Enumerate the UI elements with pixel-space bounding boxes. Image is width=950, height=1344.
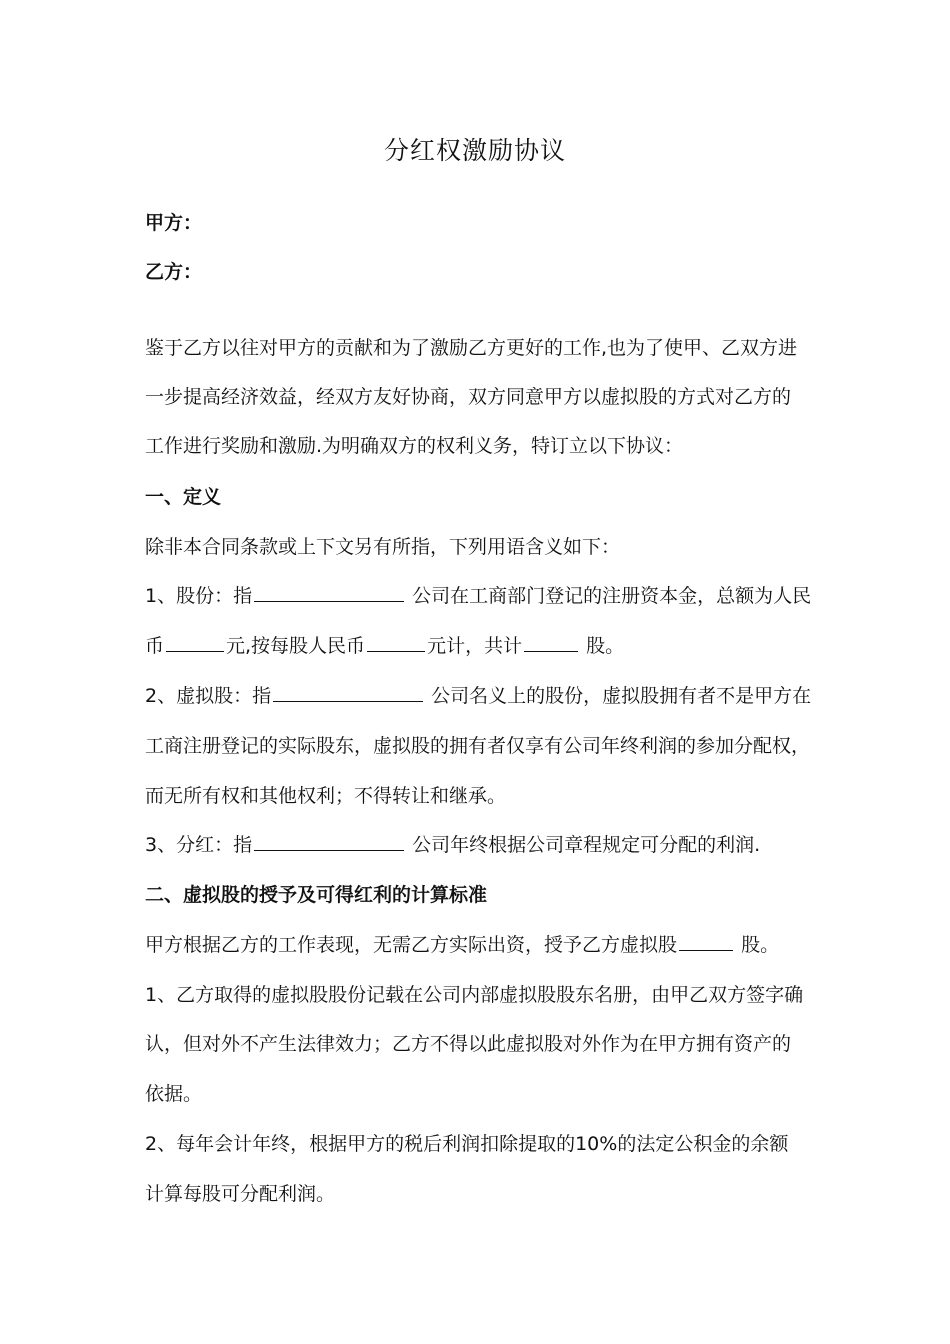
def-dividend-text-a: 3、分红：指 xyxy=(145,834,253,856)
def-virtual-text-a: 2、虚拟股：指 xyxy=(145,685,272,707)
def-virtual-text-b: 公司名义上的股份，虚拟股拥有者不是甲方在 xyxy=(431,685,812,707)
clause1-line-3: 依据。 xyxy=(145,1083,203,1105)
party-a-label: 甲方： xyxy=(145,212,203,234)
def-dividend-text-b: 公司年终根据公司章程规定可分配的利润. xyxy=(412,834,761,856)
per-share-price-blank xyxy=(367,633,425,652)
share-count-blank xyxy=(524,633,578,652)
capital-amount-blank xyxy=(166,633,224,652)
def-shares-line-2 xyxy=(145,633,815,659)
def-shares-text-d: 元,按每股人民币 xyxy=(226,635,366,657)
clause1-line-1: 1、乙方取得的虚拟股股份记载在公司内部虚拟股股东名册，由甲乙双方签字确 xyxy=(145,984,804,1006)
def-virtual-line-2: 工商注册登记的实际股东，虚拟股的拥有者仅享有公司年终利润的参加分配权， xyxy=(145,735,811,757)
def-shares-text-b: 公司在工商部门登记的注册资本金，总额为人民 xyxy=(412,585,812,607)
def-shares-text-e: 元计，共计 xyxy=(427,635,523,657)
clause2-line-2: 计算每股可分配利润。 xyxy=(145,1183,336,1205)
def-dividend-line xyxy=(145,832,815,858)
section1-lead: 除非本合同条款或上下文另有所指，下列用语含义如下： xyxy=(145,536,621,558)
def-shares-text-f: 股。 xyxy=(586,635,625,657)
def-shares-text-c: 币 xyxy=(145,635,165,657)
company-name-blank xyxy=(254,583,404,602)
clause2-line-1: 2、每年会计年终，根据甲方的税后利润扣除提取的10%的法定公积金的余额 xyxy=(145,1133,789,1155)
def-virtual-line-3: 而无所有权和其他权利；不得转让和继承。 xyxy=(145,785,507,807)
section2-lead xyxy=(145,932,815,958)
clause1-line-2: 认，但对外不产生法律效力；乙方不得以此虚拟股对外作为在甲方拥有资产的 xyxy=(145,1033,792,1055)
def-shares-line-1 xyxy=(145,583,815,609)
def-virtual-line-1 xyxy=(145,683,815,709)
intro-line-3: 工作进行奖励和激励.为明确双方的权利义务，特订立以下协议： xyxy=(145,435,684,457)
document-title: 分红权激励协议 xyxy=(383,136,566,165)
company-name-blank xyxy=(254,832,404,851)
section2-lead-text-a: 甲方根据乙方的工作表现，无需乙方实际出资，授予乙方虚拟股 xyxy=(145,934,678,956)
section2-heading: 二、虚拟股的授予及可得红利的计算标准 xyxy=(145,884,488,906)
section1-heading: 一、定义 xyxy=(145,486,222,508)
intro-line-1: 鉴于乙方以往对甲方的贡献和为了激励乙方更好的工作,也为了使甲、乙双方进 xyxy=(145,337,798,359)
company-name-blank xyxy=(273,683,423,702)
intro-line-2: 一步提高经济效益，经双方友好协商，双方同意甲方以虚拟股的方式对乙方的 xyxy=(145,386,792,408)
def-shares-text-a: 1、股份：指 xyxy=(145,585,253,607)
section2-lead-text-b: 股。 xyxy=(741,934,780,956)
granted-shares-blank xyxy=(679,932,733,951)
party-b-label: 乙方： xyxy=(145,261,203,283)
